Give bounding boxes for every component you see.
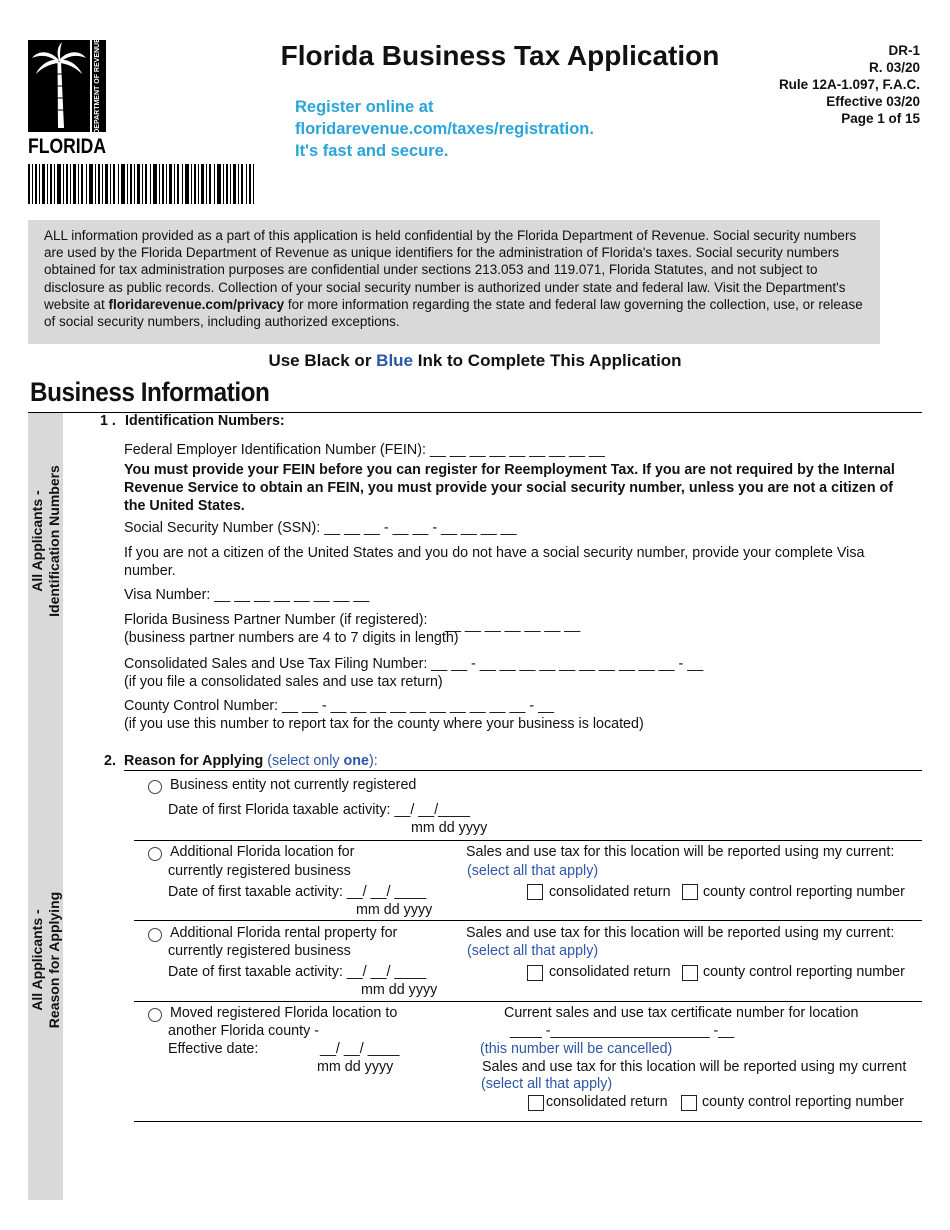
opt3-label-1: Additional Florida rental property for	[170, 925, 398, 941]
sidebar-ids-line-1: All Applicants -	[29, 490, 45, 592]
fein-notice: You must provide your FEIN before you can register for Reemployment Tax. If you are not required by the Internal Revenue Service to obtain an FEIN, you must provide your social security number, unless you are not a citizen of the United States.	[124, 462, 895, 514]
option-divider	[134, 920, 922, 921]
opt4-county-checkbox[interactable]	[681, 1095, 697, 1111]
county-control-field[interactable]: County Control Number: __ __ - __ __ __ __ __ __ __ __ __ __ - __	[124, 698, 554, 714]
ink-notice-end: Ink to Complete This Application	[413, 351, 682, 370]
bp-note: (business partner numbers are 4 to 7 digits in length)	[124, 630, 459, 646]
opt2-consolidated-label: consolidated return	[549, 884, 671, 900]
visa-field[interactable]: Visa Number: __ __ __ __ __ __ __ __	[124, 587, 370, 603]
radio-moved-location[interactable]	[148, 1008, 162, 1022]
q2-heading	[124, 752, 378, 770]
opt2-date-field[interactable]: Date of first taxable activity: __/ __/ ____	[168, 884, 427, 900]
ink-notice-start: Use Black or	[268, 351, 377, 370]
florida-dor-logo	[28, 40, 106, 156]
sidebar-label-identification	[29, 441, 63, 641]
opt4-select-all: (select all that apply)	[481, 1076, 613, 1092]
opt3-county-checkbox[interactable]	[682, 965, 698, 981]
option-divider	[134, 1001, 922, 1002]
rule: Rule 12A-1.097, F.A.C.	[778, 77, 920, 92]
page-number: Page 1 of 15	[841, 111, 920, 126]
privacy-link[interactable]: floridarevenue.com/privacy	[108, 296, 285, 312]
confidentiality-text-start: ALL information provided as a part of this application is held confidential by the Florida Department of Revenue. Social security numbers are used by the Florida Department of Revenue as unique identifiers for the administration of Florida's taxes. Social security numbers obtained for tax administration purposes are confidential under sections 213.053 and 119.071, Florida Statutes, and not subject to disclosure as public records. Collection of your social security number is authorized under state and federal law. Visit the Department's website at	[44, 228, 857, 312]
opt4-label-2: another Florida county -	[168, 1023, 319, 1039]
effective-date: Effective 03/20	[826, 94, 920, 109]
register-line-3: It's fast and secure.	[295, 142, 449, 160]
visa-notice: If you are not a citizen of the United States and you do not have a social security number, provide your complete Visa number.	[124, 545, 865, 579]
opt1-date-field[interactable]: Date of first Florida taxable activity: __/ __/____	[168, 802, 470, 818]
revision: R. 03/20	[868, 60, 920, 75]
q2-select-one: one	[343, 753, 369, 769]
form-id: DR-1	[888, 43, 920, 58]
form-code-block	[779, 42, 920, 127]
ink-notice-blue: Blue	[376, 351, 414, 370]
q2-rule	[124, 770, 922, 771]
opt4-consolidated-checkbox[interactable]	[528, 1095, 544, 1111]
opt1-date-format: mm dd yyyy	[411, 820, 488, 836]
sidebar-ids-line-2: Identification Numbers	[46, 465, 62, 617]
opt3-date-format: mm dd yyyy	[361, 982, 438, 998]
opt2-label-2: currently registered business	[168, 863, 351, 879]
register-link[interactable]: floridarevenue.com/taxes/registration.	[295, 120, 594, 138]
logo-text: FLORIDA	[28, 135, 106, 158]
opt2-consolidated-checkbox[interactable]	[527, 884, 543, 900]
opt2-right-text: Sales and use tax for this location will be reported using my current:	[466, 844, 895, 860]
opt3-select-all: (select all that apply)	[467, 943, 599, 959]
opt4-label-1: Moved registered Florida location to	[170, 1005, 398, 1021]
opt2-date-format: mm dd yyyy	[356, 902, 433, 918]
opt4-county-label: county control reporting number	[702, 1094, 904, 1110]
fein-field[interactable]: Federal Employer Identification Number (FEIN): __ __ __ __ __ __ __ __ __	[124, 442, 605, 458]
opt4-cert-field[interactable]: ____ -____________________ -__	[510, 1023, 735, 1039]
radio-not-registered[interactable]	[148, 780, 162, 794]
opt3-label-2: currently registered business	[168, 943, 351, 959]
q1-number: 1 .	[100, 413, 116, 429]
opt4-effective-label: Effective date:	[168, 1041, 259, 1057]
county-control-note: (if you use this number to report tax for the county where your business is located)	[124, 716, 644, 732]
radio-additional-location[interactable]	[148, 847, 162, 861]
section-title: Business Information	[30, 377, 270, 407]
opt1-label: Business entity not currently registered	[170, 777, 417, 793]
register-online-notice	[295, 96, 594, 162]
opt4-date-format: mm dd yyyy	[317, 1059, 394, 1075]
bp-label: Florida Business Partner Number (if registered):	[124, 612, 428, 628]
sidebar-label-reason	[29, 860, 63, 1060]
opt3-right-text: Sales and use tax for this location will be reported using my current:	[466, 925, 895, 941]
option-divider	[134, 840, 922, 841]
consolidated-note: (if you file a consolidated sales and use tax return)	[124, 674, 443, 690]
opt4-right-text: Sales and use tax for this location will be reported using my current	[482, 1059, 907, 1075]
register-line-1: Register online at	[295, 98, 434, 116]
opt2-label-1: Additional Florida location for	[170, 844, 355, 860]
confidentiality-text	[44, 227, 872, 330]
confidentiality-text-end: for more information regarding the state and federal law governing the collection, use, or release of social security numbers, including authorized exceptions.	[44, 296, 863, 330]
sidebar-reason-line-1: All Applicants -	[29, 909, 45, 1011]
radio-rental-property[interactable]	[148, 928, 162, 942]
ssn-field[interactable]: Social Security Number (SSN): __ __ __ - __ __ - __ __ __ __	[124, 520, 517, 536]
opt2-county-checkbox[interactable]	[682, 884, 698, 900]
logo-side-text: DEPARTMENT OF REVENUE	[94, 38, 101, 134]
opt4-cancel-note: (this number will be cancelled)	[480, 1041, 673, 1057]
sidebar-reason-line-2: Reason for Applying	[46, 891, 62, 1029]
q2-select-start: (select only	[267, 753, 344, 769]
barcode	[28, 164, 254, 204]
form-title: Florida Business Tax Application	[280, 40, 720, 71]
option-divider-bottom	[134, 1121, 922, 1122]
opt4-consolidated-label: consolidated return	[546, 1094, 668, 1110]
opt2-select-all: (select all that apply)	[467, 863, 599, 879]
opt3-date-field[interactable]: Date of first taxable activity: __/ __/ ____	[168, 964, 427, 980]
opt3-consolidated-label: consolidated return	[549, 964, 671, 980]
ink-notice	[0, 351, 950, 371]
q1-title: Identification Numbers:	[125, 413, 285, 429]
bp-field[interactable]: __ __ __ __ __ __ __	[445, 617, 581, 633]
opt4-date-field[interactable]: __/ __/ ____	[320, 1041, 400, 1057]
opt4-cert-label: Current sales and use tax certificate number for location	[504, 1005, 859, 1021]
consolidated-field[interactable]: Consolidated Sales and Use Tax Filing Number: __ __ - __ __ __ __ __ __ __ __ __ __ - __	[124, 656, 704, 672]
opt2-county-label: county control reporting number	[703, 884, 905, 900]
q2-number: 2.	[104, 753, 116, 769]
q2-select-end: ):	[368, 753, 378, 769]
opt3-consolidated-checkbox[interactable]	[527, 965, 543, 981]
q2-title: Reason for Applying	[124, 753, 264, 769]
opt3-county-label: county control reporting number	[703, 964, 905, 980]
